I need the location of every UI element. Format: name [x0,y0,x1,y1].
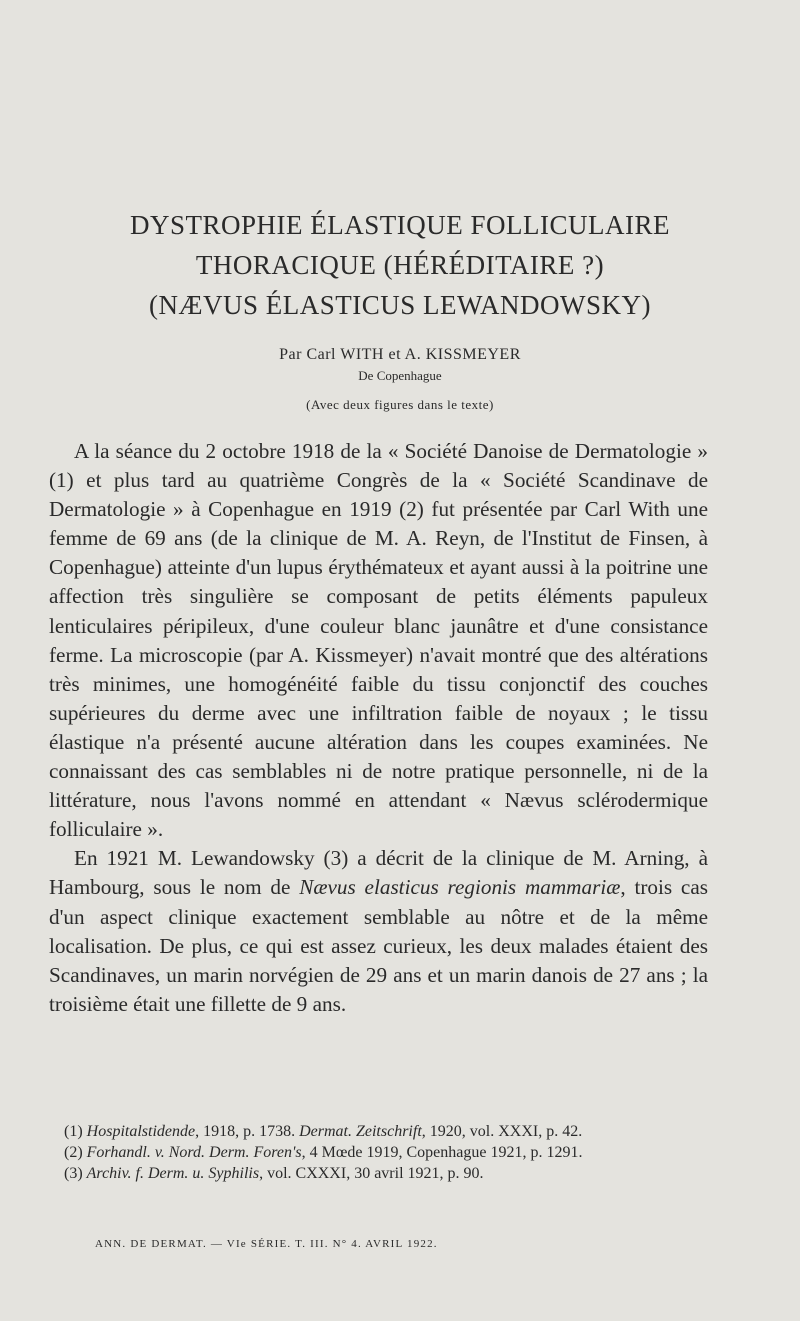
footnote-3-number: (3) [64,1165,87,1182]
title-line-1: DYSTROPHIE ÉLASTIQUE FOLLICULAIRE [130,210,670,240]
figures-note: (Avec deux figures dans le texte) [306,397,494,412]
authors: Par Carl WITH et A. KISSMEYER [279,346,521,363]
footnote-1 [49,1121,708,1142]
article-body [49,437,708,1019]
byline [100,344,700,414]
footnote-1-end: , 1920, vol. XXXI, p. 42. [421,1123,583,1140]
footnote-1-source-1: Hospitalstidende [86,1123,196,1140]
footnote-2 [49,1142,708,1163]
title-line-2: THORACIQUE (HÉRÉDITAIRE ?) [195,250,605,280]
footnote-2-number: (2) [64,1144,87,1161]
article-title [40,205,760,325]
title-line-3: (NÆVUS ÉLASTICUS LEWANDOWSKY) [149,290,651,320]
footnote-2-end: , 4 Mœde 1919, Copenhague 1921, p. 1291. [301,1144,583,1161]
paragraph-2-italic-term: Nævus elasticus regionis mammariæ [299,875,621,900]
paragraph-1: A la séance du 2 octobre 1918 de la « Société Danoise de Dermatologie » (1) et plus tard au quatrième Congrès de la « Société Scandinave de Dermatologie » à Copenhague en 1919 (2) fut présentée par Carl With une femme de 69 ans (de la clinique de M. A. Reyn, de l'Institut de Finsen, à Copenhague) atteinte d'un lupus érythémateux et ayant aussi à la poitrine une affection très singulière se composant de petits éléments papuleux lenticulaires péripileux, d'une couleur blanc jaunâtre et d'une consistance ferme. La microscopie (par A. Kissmeyer) n'avait montré que des altérations très minimes, une homogénéité faible du tissu conjonctif des couches supérieures du derme avec une infiltration faible de noyaux ; le tissu élastique n'a présenté aucune altération dans les coupes examinées. Ne connaissant des cas semblables ni de notre pratique personnelle, ni de la littérature, nous l'avons nommé en attendant « Nævus sclérodermique folliculaire ». [49,439,708,842]
paragraph-2-start: En 1921 M. Lewandowsky (3) a décrit de la clinique de M. Arning, à Hambourg, sous le nom de [49,846,708,900]
footnote-3-source: Archiv. f. Derm. u. Syphilis [86,1165,260,1182]
footnote-3 [49,1163,708,1184]
footnote-1-source-2: Dermat. Zeitschrift [299,1123,422,1140]
paragraph-2 [49,844,708,1019]
footnote-3-end: , vol. CXXXI, 30 avril 1921, p. 90. [259,1165,484,1182]
paragraph-2-end: , trois cas d'un aspect clinique exactement semblable au nôtre et de la même localisation. De plus, ce qui est assez curieux, les deux malades étaient des Scandinaves, un marin norvégien de 29 ans et un marin danois de 27 ans ; la troisième était une fillette de 9 ans. [49,875,708,1016]
footnote-1-number: (1) [64,1123,87,1140]
footnote-2-source: Forhandl. v. Nord. Derm. Foren's [86,1144,302,1161]
footnotes [49,1121,708,1184]
running-footer: ANN. DE DERMAT. — VIe SÉRIE. T. III. N° 4. AVRIL 1922. [95,1238,438,1250]
footnote-1-middle: , 1918, p. 1738. [195,1123,300,1140]
affiliation: De Copenhague [358,368,442,383]
